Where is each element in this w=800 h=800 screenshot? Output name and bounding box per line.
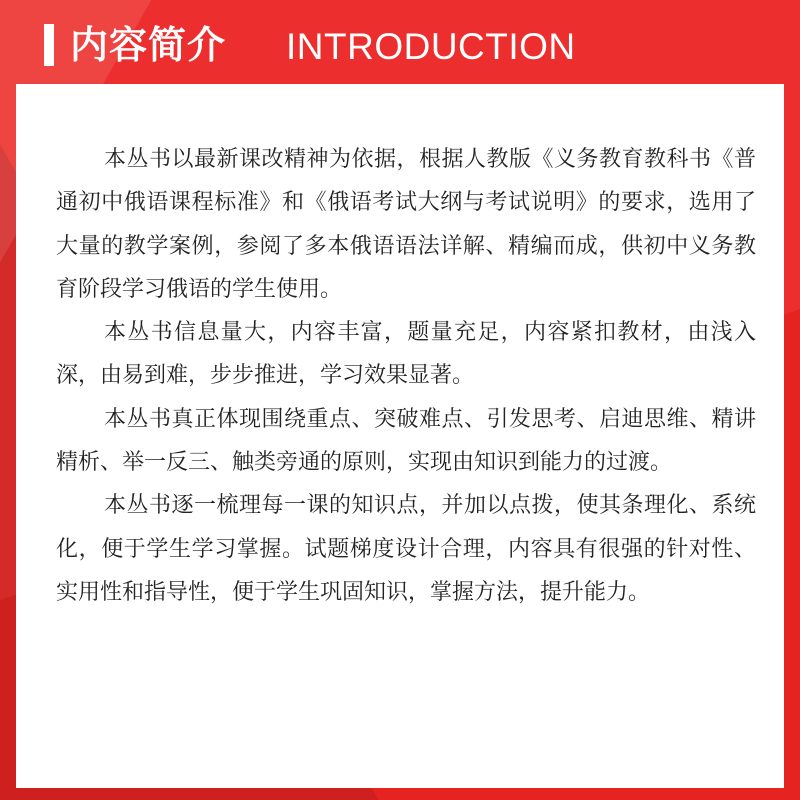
paragraph-4: 本丛书逐一梳理每一课的知识点，并加以点拨，使其条理化、系统化，便于学生学习掌握。试题梯度设计合理，内容具有很强的针对性、实用性和指导性，便于学生巩固知识，掌握方法，提升能力。	[56, 493, 756, 605]
section-subtitle: INTRODUCTION	[286, 26, 576, 67]
paragraph-2: 本丛书信息量大，内容丰富，题量充足，内容紧扣教材，由浅入深，由易到难，步步推进，学习效果显著。	[56, 320, 756, 389]
paragraph-1: 本丛书以最新课改精神为依据，根据人教版《义务教育教科书《普通初中俄语课程标准》和《俄语考试大纲与考试说明》的要求，选用了大量的教学案例，参阅了多本俄语语法详解、精编而成，供初中义务教育阶段学习俄语的学生使用。	[56, 147, 756, 302]
paragraph-3: 本丛书真正体现围绕重点、突破难点、引发思考、启迪思维、精讲精析、举一反三、触类旁通的原则，实现由知识到能力的过渡。	[56, 406, 756, 476]
header-accent-bar	[44, 24, 54, 66]
introduction-body	[56, 138, 756, 614]
section-title: 内容简介	[70, 23, 227, 67]
content-panel	[16, 84, 784, 788]
section-header	[0, 0, 800, 82]
